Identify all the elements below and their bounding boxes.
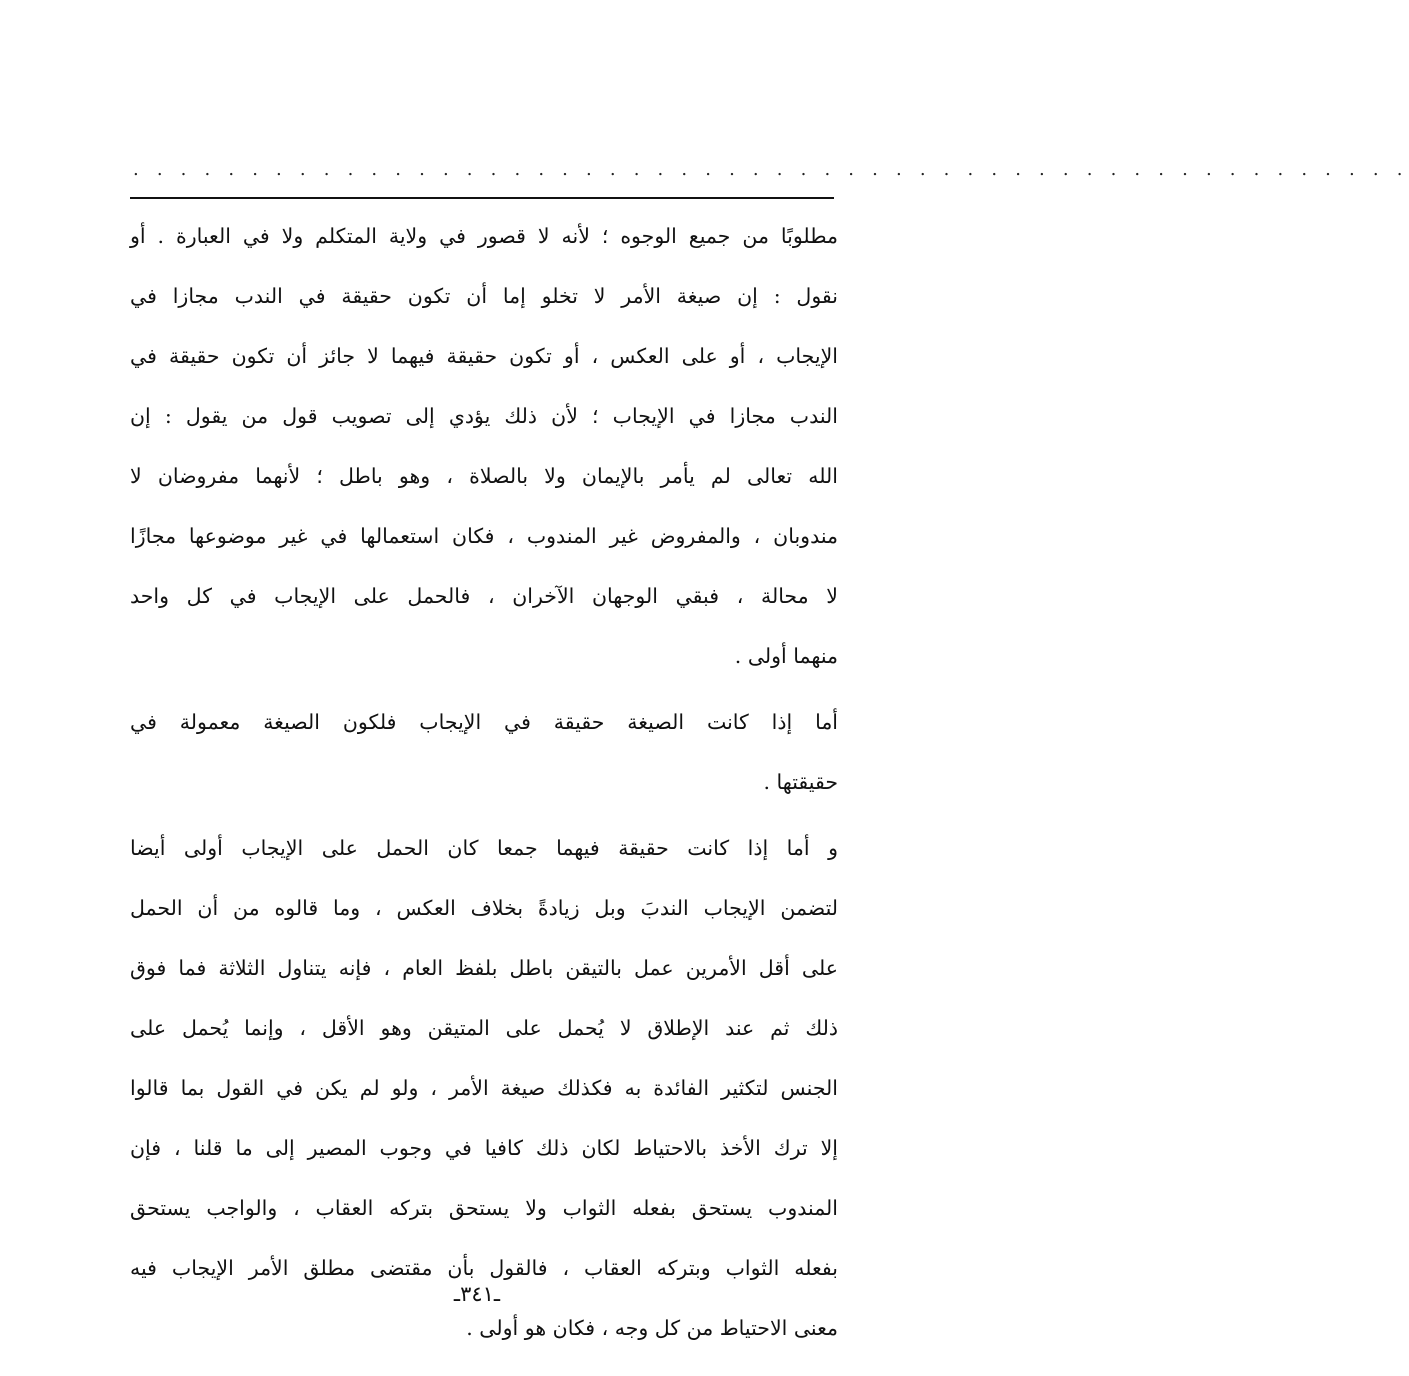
text-line: نقول : إن صيغة الأمر لا تخلو إما أن تكون حقيقة في الندب مجازا في: [130, 284, 838, 308]
paragraph-1: [130, 206, 838, 686]
text-line: بفعله الثواب وبتركه العقاب ، فالقول بأن مقتضى مطلق الأمر الإيجاب فيه: [130, 1256, 838, 1280]
paragraph-3: [130, 818, 838, 1358]
text-line: معنى الاحتياط من كل وجه ، فكان هو أولى .: [466, 1316, 838, 1340]
text-line: المندوب يستحق بفعله الثواب ولا يستحق بتركه العقاب ، والواجب يستحق: [130, 1196, 838, 1220]
text-line: أما إذا كانت الصيغة حقيقة في الإيجاب فلكون الصيغة معمولة في: [130, 710, 838, 734]
text-line: على أقل الأمرين عمل بالتيقن باطل بلفظ العام ، فإنه يتناول الثلاثة فما فوق: [130, 956, 838, 980]
text-line: حقيقتها .: [763, 770, 838, 794]
text-line: الندب مجازا في الإيجاب ؛ لأن ذلك يؤدي إلى تصويب قول من يقول : إن: [130, 404, 838, 428]
text-line: مطلوبًا من جميع الوجوه ؛ لأنه لا قصور في ولاية المتكلم ولا في العبارة . أو: [130, 224, 838, 248]
text-line: مندوبان ، والمفروض غير المندوب ، فكان استعمالها في غير موضوعها مجازًا: [130, 524, 838, 548]
header-dotted-line: . . . . . . . . . . . . . . . . . . . . . . . . . . . . . . . . . . . . . . . . . . . . . . . . . . . . . .: [133, 159, 1409, 180]
text-line: و أما إذا كانت حقيقة فيهما جمعا كان الحمل على الإيجاب أولى أيضا: [130, 836, 838, 860]
paragraph-2: [130, 692, 838, 812]
text-line: لا محالة ، فبقي الوجهان الآخران ، فالحمل على الإيجاب في كل واحد: [130, 584, 838, 608]
page-body: [130, 206, 838, 1358]
text-line: الجنس لتكثير الفائدة به فكذلك صيغة الأمر ، ولو لم يكن في القول بما قالوا: [130, 1076, 838, 1100]
text-line: منهما أولى .: [734, 644, 838, 668]
text-line: لتضمن الإيجاب الندبَ وبل زيادةً بخلاف العكس ، وما قالوه من أن الحمل: [130, 896, 838, 920]
text-line: الله تعالى لم يأمر بالإيمان ولا بالصلاة ، وهو باطل ؛ لأنهما مفروضان لا: [130, 464, 838, 488]
text-line: ذلك ثم عند الإطلاق لا يُحمل على المتيقن وهو الأقل ، وإنما يُحمل على: [130, 1016, 838, 1040]
page-number: ـ٣٤١ـ: [453, 1282, 501, 1306]
text-line: إلا ترك الأخذ بالاحتياط لكان ذلك كافيا في وجوب المصير إلى ما قلنا ، فإن: [130, 1136, 838, 1160]
header-rule: [130, 197, 834, 199]
text-line: الإيجاب ، أو على العكس ، أو تكون حقيقة فيهما لا جائز أن تكون حقيقة في: [130, 344, 838, 368]
